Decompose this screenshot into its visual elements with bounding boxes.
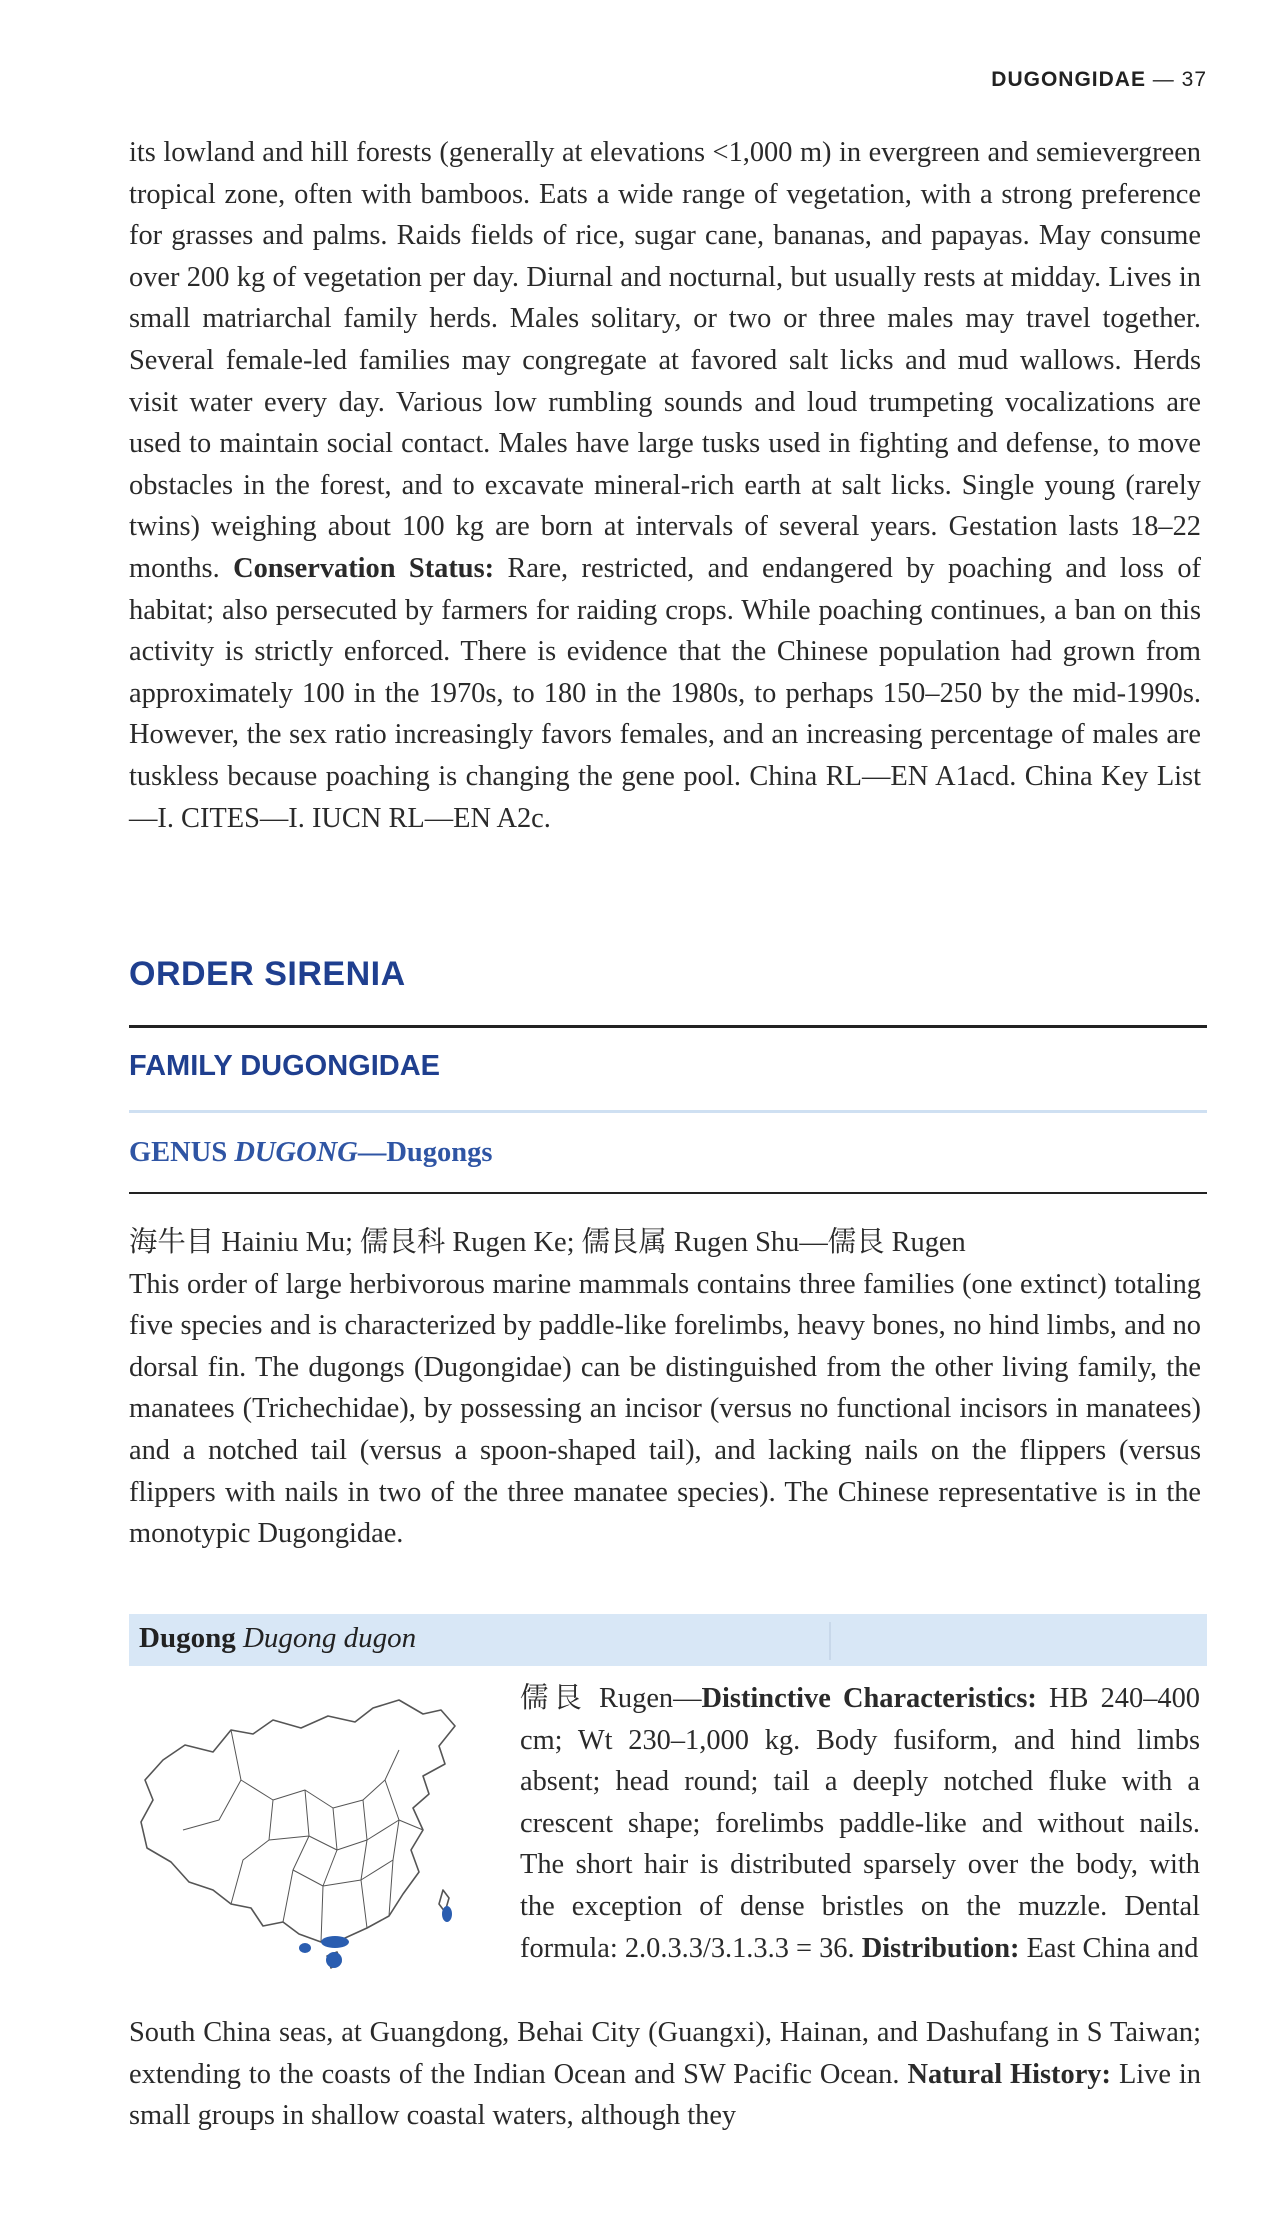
genus-prefix: GENUS [129,1137,235,1168]
species-common-name: Dugong [139,1622,236,1654]
dugong-distribution-continued [129,2012,1201,2137]
species-chinese-name: 儒艮 Rugen— [520,1683,702,1714]
genus-rule [129,1192,1207,1194]
genus-suffix: —Dugongs [357,1137,493,1168]
distribution-text-b: South China seas, at Guangdong, Behai City (Guangxi), Hainan, and Dashufang in S Taiwan; extending to the coasts of the Indian Ocean and SW Pacific Ocean. [129,2017,1201,2090]
province-lines [183,1730,423,1942]
range-hainan [326,1952,342,1968]
family-heading: FAMILY DUGONGIDAE [129,1050,440,1082]
distribution-label: Distribution: [861,1932,1020,1964]
species-scientific-name: Dugong dugon [242,1622,417,1654]
distribution-text-a: East China and [1026,1932,1199,1964]
genus-name: DUGONG [234,1137,358,1168]
range-guangdong [321,1936,349,1948]
elephant-text: its lowland and hill forests (generally at elevations <1,000 m) in evergreen and semievergreen tropical zone, often with bamboos. Eats a wide range of vegetation, with a strong preference for grasses and palms. Raids fields of rice, sugar cane, bananas, and papayas. May consume over 200 kg of vegetation per day. Diurnal and nocturnal, but usually rests at midday. Lives in small matriarchal family herds. Males solitary, or two or three males may travel together. Several female-led families may congregate at favored salt licks and mud wallows. Herds visit water every day. Various low rumbling sounds and loud trumpeting vocalizations are used to maintain social contact. Males have large tusks used in fighting and defense, to move obstacles in the forest, and to excavate mineral-rich earth at salt licks. Single young (rarely twins) weighing about 100 kg are born at intervals of several years. Gestation lasts 18–22 months. [129,137,1201,584]
order-intro-text: This order of large herbivorous marine mammals contains three families (one extinct) totaling five species and is characterized by paddle-like forelimbs, heavy bones, no hind limbs, and no dorsal fin. The dugongs (Dugongidae) can be distinguished from the other living family, the manatees (Trichechidae), by possessing an incisor (versus no functional incisors in manatees) and a notched tail (versus a spoon-shaped tail), and lacking nails on the flippers (versus flippers with nails in two of the three manatee species). The Chinese representative is in the monotypic Dugongidae. [129,1268,1201,1550]
china-map-image [123,1690,503,1990]
running-head-section: DUGONGIDAE [991,68,1146,91]
china-outline [141,1700,455,1942]
species-header-bar [129,1614,1207,1666]
natural-history-label: Natural History: [907,2058,1111,2090]
conservation-status-label: Conservation Status: [233,552,495,584]
genus-heading [129,1137,492,1169]
page-number: 37 [1181,68,1207,91]
distribution-map [123,1690,503,1990]
order-intro [129,1222,1201,1555]
characteristics-label: Distinctive Characteristics: [701,1683,1037,1714]
order-rule [129,1025,1207,1028]
order-heading: ORDER SIRENIA [129,955,406,993]
natural-history-text: Live in small groups in shallow coastal waters, although they [129,2058,1202,2132]
order-names-line: 海牛目 Hainiu Mu; 儒艮科 Rugen Ke; 儒艮属 Rugen Shu—儒艮 Rugen [129,1227,966,1258]
range-beibu [299,1943,311,1953]
bar-divider [829,1622,831,1660]
elephant-natural-history-continued [129,132,1201,839]
conservation-status-text: Rare, restricted, and endangered by poaching and loss of habitat; also persecuted by farmers for raiding crops. While poaching continues, a ban on this activity is strictly enforced. There is evidence that the Chinese population had grown from approximately 100 in the 1970s, to 180 in the 1980s, to perhaps 150–250 by the mid-1990s. However, the sex ratio increasingly favors females, and an increasing percentage of males are tuskless because poaching is changing the gene pool. China RL—EN A1acd. China Key List—I. CITES—I. IUCN RL—EN A2c. [129,552,1201,834]
family-rule [129,1110,1207,1113]
species-title [139,1622,416,1655]
running-head [991,68,1207,92]
running-head-separator: — [1145,68,1182,91]
characteristics-text: HB 240–400 cm; Wt 230–1,000 kg. Body fusiform, and hind limbs absent; head round; tail a deeply notched fluke with a crescent shape; forelimbs paddle-like and without nails. The short hair is distributed sparsely over the body, with the exception of dense bristles on the muzzle. Dental formula: 2.0.3.3/3.1.3.3 = 36. [520,1683,1200,1964]
range-taiwan [442,1906,452,1922]
dugong-characteristics [520,1678,1200,1969]
